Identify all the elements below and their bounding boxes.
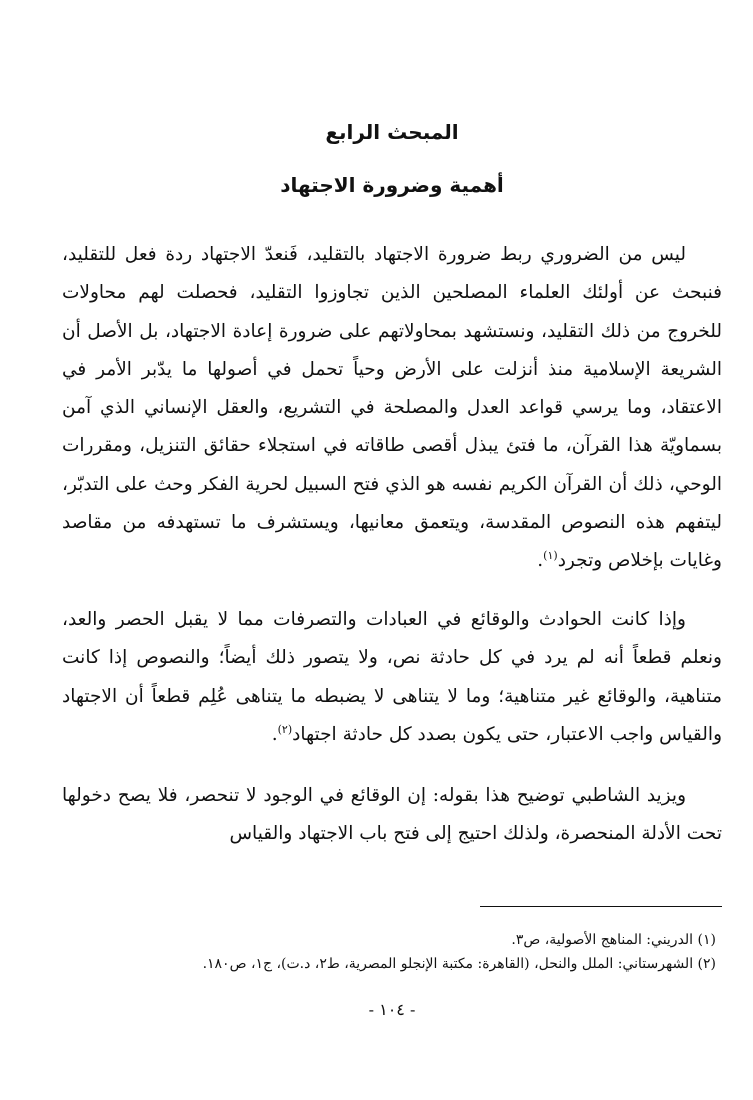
sentence-end: . [537, 550, 544, 572]
paragraph-text: وإذا كانت الحوادث والوقائع في العبادات والتصرفات مما لا يقبل الحصر والعد، ونعلم قطعاً أنه لم يرد في كل حادثة نص، ولا يتصور ذلك أيضاً؛ والنصوص إذا كانت متناهية، والوقائع غير متناهية؛ وما لا يتناهى لا يضبطه ما يتناهى عُلِم قطعاً أن الاجتهاد والقياس واجب الاعتبار، حتى يكون بصدد كل حادثة اجتهاد [62, 609, 722, 745]
paragraph-text: ليس من الضروري ربط ضرورة الاجتهاد بالتقليد، فَنعدّ الاجتهاد ردة فعل للتقليد، فنبحث عن أولئك العلماء المصلحين الذين تجاوزوا التقليد، فحصلت لهم محاولات للخروج من ذلك التقليد، ونستشهد بمحاولاتهم على ضرورة إعادة الاجتهاد، بل الأصل أن الشريعة الإسلامية منذ أنزلت على الأرض وحياً تحمل في أصولها ما يدّبر الأمر في الاعتقاد، وما يرسي قواعد العدل والمصلحة في التشريع، والعقل الإنساني الذي آمن بسماويّة هذا القرآن، ما فتئ يبذل أقصى طاقاته في استجلاء حقائق التنزيل، ومقررات الوحي، ذلك أن القرآن الكريم نفسه هو الذي فتح السبيل لحرية الفكر وحث على التدبّر، ليتفهم هذه النصوص المقدسة، ويتعمق معانيها، ويستشرف ما تستهدفه من مقاصد وغايات بإخلاص وتجرد [62, 244, 722, 572]
paragraph-1 [62, 236, 722, 581]
footnote-reference-2[interactable]: (٢) [277, 722, 293, 736]
page-number: - ١٠٤ - [368, 1000, 416, 1019]
footnote-1: (١) الدريني: المناهج الأصولية، ص٣. [511, 932, 716, 948]
paragraph-3 [62, 777, 722, 854]
footnotes [62, 928, 722, 976]
sentence-end: . [271, 723, 278, 745]
section-heading: المبحث الرابع [325, 120, 459, 144]
section-title: أهمية وضرورة الاجتهاد [280, 173, 504, 197]
footnote-2: (٢) الشهرستاني: الملل والنحل، (القاهرة: مكتبة الإنجلو المصرية، ط٢، د.ت)، ج١، ص١٨٠. [202, 956, 716, 972]
paragraph-2 [62, 601, 722, 754]
footnote-reference-1[interactable]: (١) [543, 549, 558, 563]
book-page [62, 0, 722, 1100]
footnote-divider [480, 906, 722, 907]
paragraph-text: ويزيد الشاطبي توضيح هذا بقوله: إن الوقائع في الوجود لا تنحصر، فلا يصح دخولها تحت الأدلة المنحصرة، ولذلك احتيج إلى فتح باب الاجتهاد والقياس [62, 785, 722, 845]
